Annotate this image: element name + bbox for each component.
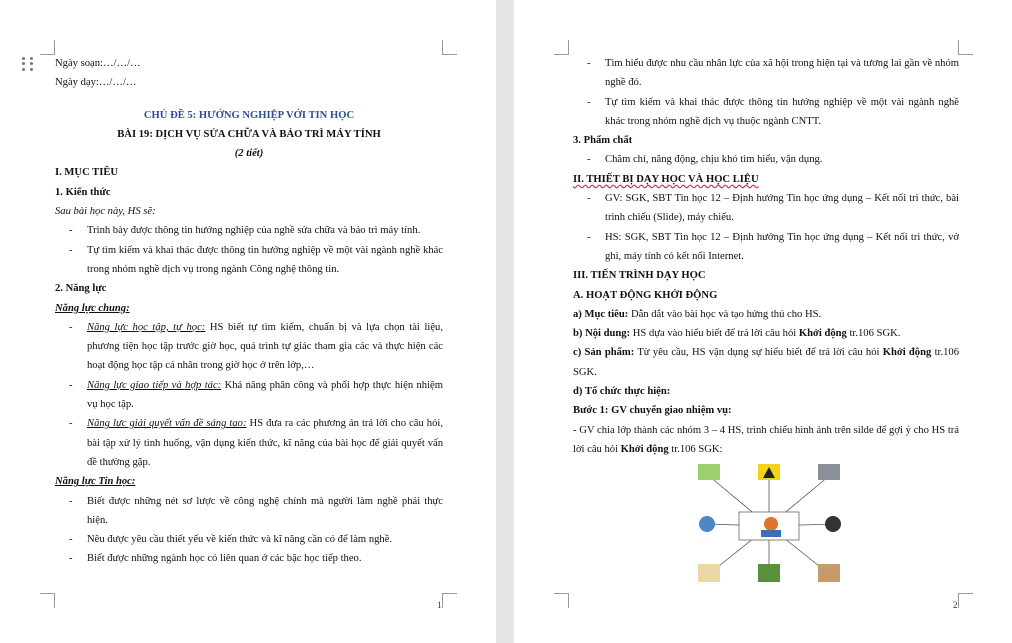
section-heading: III. TIẾN TRÌNH DẠY HỌC: [573, 270, 706, 282]
page-number: 1: [437, 600, 442, 610]
crop-mark: [40, 593, 55, 608]
goal-paragraph: [573, 305, 959, 324]
list-item: - Biết được những ngành học có liên quan ở các bậc học tiếp theo.: [55, 549, 443, 568]
subsection-heading: 2. Năng lực: [55, 283, 107, 295]
list-item: - HS: SGK, SBT Tin học 12 – Định hướng Tin học ứng dụng – Kết nối tri thức, vở ghi, máy tính có kết nối Internet.: [573, 228, 959, 267]
subsection-heading: 1. Kiến thức: [55, 186, 111, 198]
lesson-duration: (2 tiết): [234, 148, 264, 160]
list-item: - Tự tìm kiếm và khai thác được thông tin hướng nghiệp về một vài ngành nghề khác trong nhóm nghề dịch vụ thuộc ngành CNTT.: [573, 93, 959, 132]
product-label: c) Sản phẩm:: [573, 347, 635, 359]
step-bold: Khởi động: [620, 443, 669, 455]
list-item: - GV: SGK, SBT Tin học 12 – Định hướng Tin học ứng dụng – Kết nối tri thức, bài trình chiếu (Slide), máy chiếu.: [573, 189, 959, 228]
list-item: - Biết được những nét sơ lược về công nghệ chính mà người làm nghề phải thực hiện.: [55, 492, 443, 531]
page-1-body: [55, 54, 443, 569]
content-tail: tr.106 SGK.: [846, 328, 901, 340]
competence-heading: Năng lực chung:: [55, 302, 130, 314]
date-prepared: Ngày soạn:…/…/…: [55, 58, 141, 69]
list-item: [55, 414, 443, 472]
section-heading-text: II. THIẾT BỊ DẠY HỌC VÀ HỌC LIỆU: [573, 173, 759, 185]
page-number: 2: [953, 600, 958, 610]
item-lead: Năng lực giao tiếp và hợp tác:: [87, 379, 222, 391]
crop-mark: [442, 40, 457, 55]
goal-text: Dẫn dắt vào bài học và tạo hứng thú cho HS.: [628, 308, 822, 320]
step-heading: Bước 1: GV chuyển giao nhiệm vụ:: [573, 405, 732, 417]
date-taught: Ngày dạy:…/…/…: [55, 77, 137, 89]
goal-label: a) Mục tiêu:: [573, 308, 629, 320]
intro-text: Sau bài học này, HS sẽ:: [55, 206, 156, 218]
crop-mark: [958, 40, 973, 55]
step-text: - GV chia lớp thành các nhóm 3 – 4 HS, trình chiếu hình ảnh trên silde để gợi ý cho HS trả lời câu hỏi: [573, 424, 959, 455]
section-heading: [573, 170, 959, 189]
career-diagram-image: [693, 460, 845, 592]
step-paragraph: [573, 421, 959, 460]
list-item: - Trình bày được thông tin hướng nghiệp của nghề sửa chữa và bảo trì máy tính.: [55, 221, 443, 240]
step-tail: tr.106 SGK:: [668, 443, 723, 455]
lesson-title: BÀI 19: DỊCH VỤ SỬA CHỮA VÀ BẢO TRÌ MÁY TÍNH: [117, 128, 381, 140]
crop-mark: [958, 593, 973, 608]
list-item: [55, 376, 443, 415]
crop-mark: [554, 40, 569, 55]
list-item: - Tự tìm kiếm và khai thác được thông tin hướng nghiệp về một vài ngành nghề khác trong nhóm nghề dịch vụ trong ngành Công nghệ thông tin.: [55, 241, 443, 280]
product-bold: Khởi động: [882, 347, 932, 359]
content-bold: Khởi động: [798, 328, 847, 340]
document-page-2: [514, 0, 1012, 643]
list-item: - Chăm chỉ, năng động, chịu khó tìm hiểu, vận dụng.: [573, 150, 959, 169]
competence-heading: Năng lực Tin học:: [55, 476, 136, 488]
content-label: b) Nội dung:: [573, 328, 631, 340]
content-paragraph: [573, 324, 959, 343]
item-text: Khả năng phân công và phối hợp thực hiện nhiệm vụ học tập.: [87, 379, 443, 411]
content-text: HS dựa vào hiểu biết để trả lời câu hỏi: [630, 328, 799, 340]
item-text: HS đưa ra các phương án trả lời cho câu hỏi, bài tập xử lý tình huống, vận dụng kiến thức, kĩ năng của bài học để giải quyết vấn đề thường gặp.: [87, 418, 443, 468]
document-page-1: [0, 0, 496, 643]
list-item: - Tìm hiểu được nhu cầu nhân lực của xã hội trong hiện tại và tương lai gần về nhóm nghề đó.: [573, 54, 959, 93]
page-2-body: [573, 54, 959, 459]
item-text: HS biết tự tìm kiếm, chuẩn bị và lựa chọn tài liệu, phương tiện học tập trước giờ học, quá trình tự giác tham gia các và thực hiện các hoạt động học tập cá nhân trong giờ học ở trên lớp,…: [87, 321, 443, 372]
product-paragraph: [573, 343, 959, 382]
topic-heading: CHỦ ĐỀ 5: HƯỚNG NGHIỆP VỚI TIN HỌC: [143, 109, 355, 121]
crop-mark: [442, 593, 457, 608]
item-lead: Năng lực học tập, tự học:: [87, 321, 206, 333]
item-lead: Năng lực giải quyết vấn đề sáng tạo:: [87, 418, 247, 430]
org-heading: d) Tổ chức thực hiện:: [573, 386, 671, 398]
subsection-heading: 3. Phẩm chất: [573, 135, 633, 147]
list-item: [55, 318, 443, 376]
list-item: - Nêu được yêu cầu thiết yếu về kiến thức và kĩ năng cần có để làm nghề.: [55, 530, 443, 549]
product-text: Từ yêu cầu, HS vận dụng sự hiểu biết để trả lời câu hỏi: [634, 347, 883, 359]
crop-mark: [40, 40, 55, 55]
drag-handle-icon[interactable]: [22, 57, 34, 71]
crop-mark: [554, 593, 569, 608]
activity-heading: A. HOẠT ĐỘNG KHỞI ĐỘNG: [573, 289, 718, 301]
product-tail: tr.106 SGK.: [573, 347, 959, 378]
section-heading: I. MỤC TIÊU: [55, 167, 119, 179]
